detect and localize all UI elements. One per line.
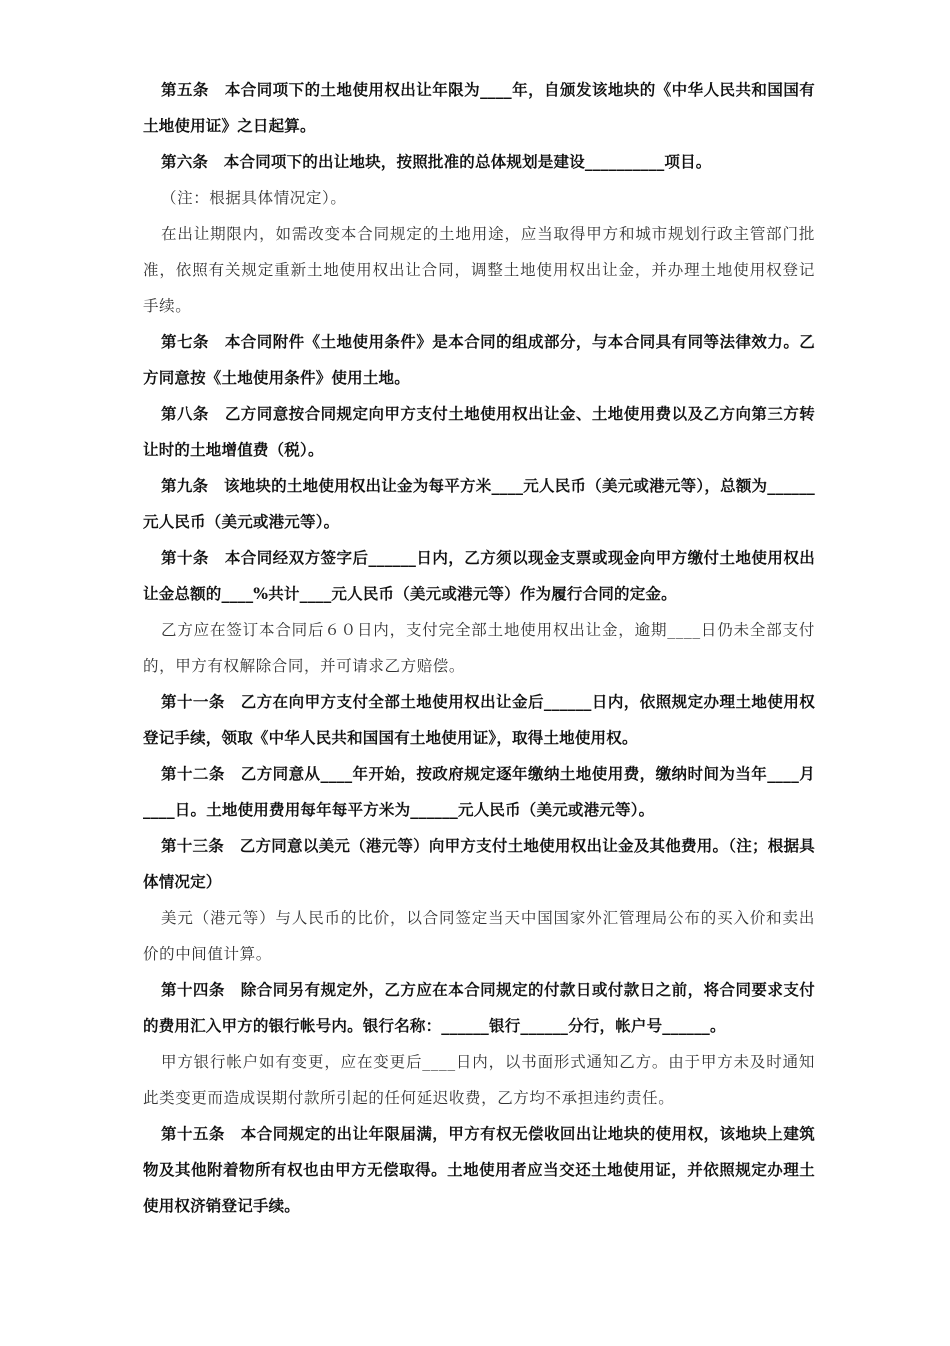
article-5: 第五条 本合同项下的土地使用权出让年限为____年，自颁发该地块的《中华人民共和国国有土地使用证》之日起算。	[143, 80, 815, 135]
article-9: 第九条 该地块的土地使用权出让金为每平方米____元人民币（美元或港元等），总额为______元人民币（美元或港元等）。	[143, 476, 815, 531]
article-13: 第十三条 乙方同意以美元（港元等）向甲方支付土地使用权出让金及其他费用。（注；根据具体情况定）	[143, 836, 815, 891]
article-15: 第十五条 本合同规定的出让年限届满，甲方有权无偿收回出让地块的使用权，该地块上建筑物及其他附着物所有权也由甲方无偿取得。土地使用者应当交还土地使用证，并依照规定办理土使用权济销登记手续。	[143, 1124, 815, 1215]
article-8: 第八条 乙方同意按合同规定向甲方支付土地使用权出让金、土地使用费以及乙方向第三方转让时的土地增值费（税）。	[143, 404, 815, 459]
article-6: 第六条 本合同项下的出让地块，按照批准的总体规划是建设__________项目。	[161, 152, 712, 171]
article-6-note: （注：根据具体情况定）。	[161, 189, 347, 207]
article-14-detail: 甲方银行帐户如有变更，应在变更后____日内，以书面形式通知乙方。由于甲方未及时通知此类变更而造成误期付款所引起的任何延迟收费，乙方均不承担违约责任。	[143, 1053, 815, 1107]
article-12: 第十二条 乙方同意从____年开始，按政府规定逐年缴纳土地使用费，缴纳时间为当年____月____日。土地使用费用每年每平方米为______元人民币（美元或港元等）。	[143, 764, 815, 819]
article-6-detail: 在出让期限内，如需改变本合同规定的土地用途，应当取得甲方和城市规划行政主管部门批准，依照有关规定重新土地使用权出让合同，调整土地使用权出让金，并办理土地使用权登记手续。	[143, 225, 815, 315]
article-14: 第十四条 除合同另有规定外，乙方应在本合同规定的付款日或付款日之前，将合同要求支付的费用汇入甲方的银行帐号内。银行名称：______银行______分行，帐户号______。	[143, 980, 815, 1035]
article-11: 第十一条 乙方在向甲方支付全部土地使用权出让金后______日内，依照规定办理土地使用权登记手续，领取《中华人民共和国国有土地使用证》，取得土地使用权。	[143, 692, 815, 747]
article-10-detail: 乙方应在签订本合同后６０日内，支付完全部土地使用权出让金，逾期____日仍未全部支付的，甲方有权解除合同，并可请求乙方赔偿。	[143, 621, 815, 675]
article-7: 第七条 本合同附件《土地使用条件》是本合同的组成部分，与本合同具有同等法律效力。乙方同意按《土地使用条件》使用土地。	[143, 332, 815, 387]
article-10: 第十条 本合同经双方签字后______日内，乙方须以现金支票或现金向甲方缴付土地使用权出让金总额的____%共计____元人民币（美元或港元等）作为履行合同的定金。	[143, 548, 815, 603]
contract-body	[143, 72, 815, 1224]
article-13-detail: 美元（港元等）与人民币的比价，以合同签定当天中国国家外汇管理局公布的买入价和卖出价的中间值计算。	[143, 909, 815, 963]
